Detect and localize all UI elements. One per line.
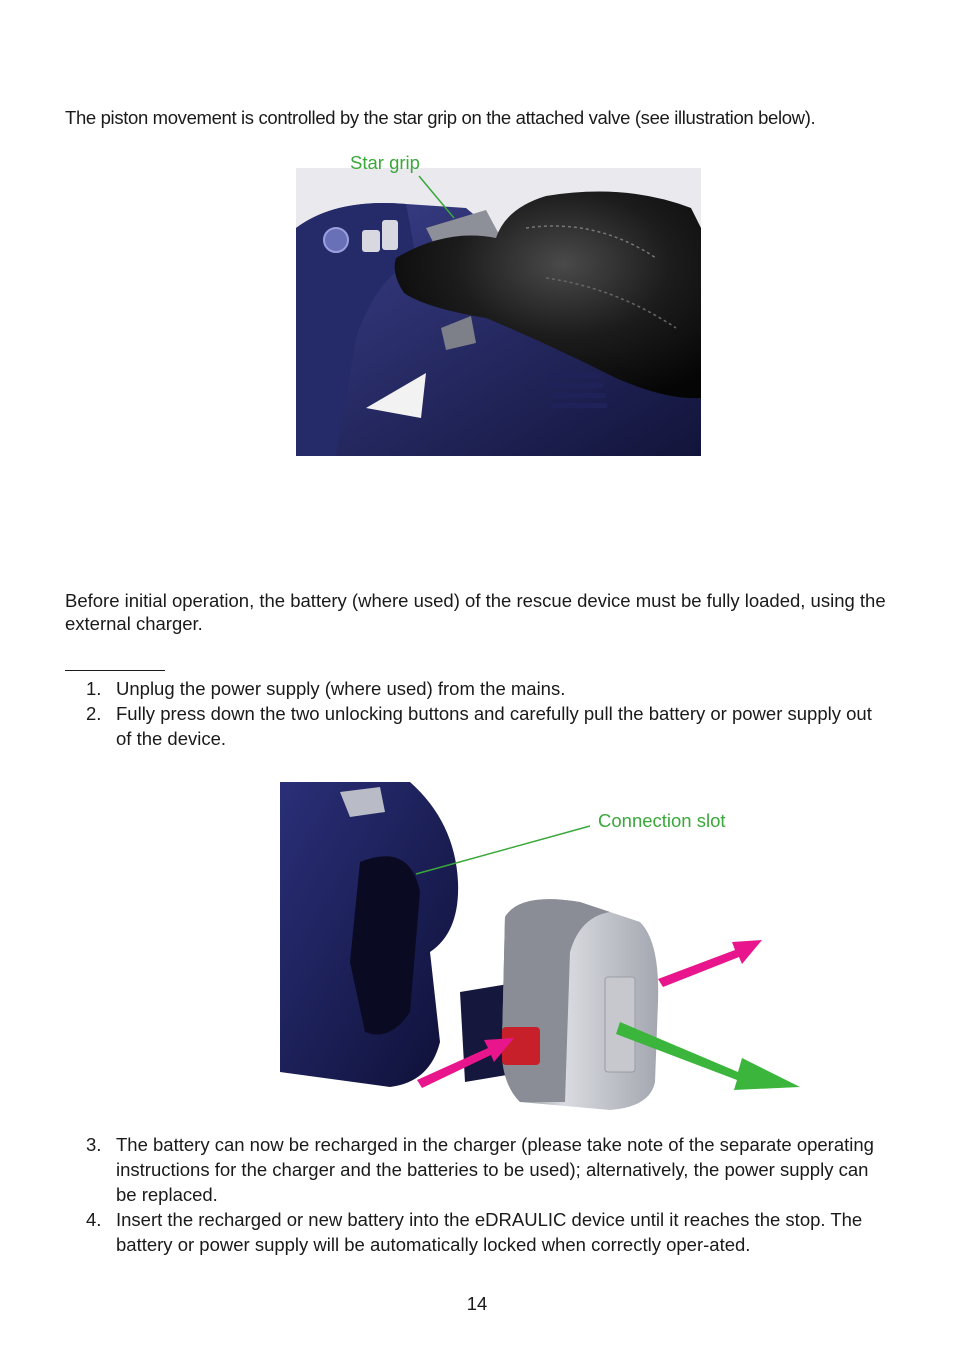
steps-list-1 (86, 676, 886, 751)
step-number: 4. (86, 1209, 102, 1230)
step-number: 3. (86, 1134, 102, 1155)
list-item (86, 1207, 886, 1257)
steps-list-2 (86, 1132, 886, 1257)
star-grip-callout: Star grip (350, 152, 420, 173)
connection-slot-callout: Connection slot (598, 810, 726, 831)
step-text: Unplug the power supply (where used) from the mains. (116, 678, 566, 699)
star-grip-illustration (296, 168, 701, 456)
step-number: 1. (86, 678, 102, 699)
section-underline (65, 670, 165, 671)
battery-intro-paragraph: Before initial operation, the battery (where used) of the rescue device must be fully loaded, using the external charger. (65, 590, 886, 634)
step-text: The battery can now be recharged in the charger (please take note of the separate operating instructions for the charger and the batteries to be used); alternatively, the power supply can be replaced. (116, 1134, 874, 1205)
list-item (86, 1132, 886, 1207)
intro-paragraph: The piston movement is controlled by the star grip on the attached valve (see illustration below). (65, 107, 816, 128)
step-text: Insert the recharged or new battery into the eDRAULIC device until it reaches the stop. The battery or power supply will be automatically locked when correctly oper-ated. (116, 1209, 863, 1255)
page-number: 14 (466, 1293, 488, 1314)
list-item (86, 701, 886, 751)
step-number: 2. (86, 703, 102, 724)
list-item (86, 676, 886, 701)
step-text: Fully press down the two unlocking buttons and carefully pull the battery or power supply out of the device. (116, 703, 872, 749)
